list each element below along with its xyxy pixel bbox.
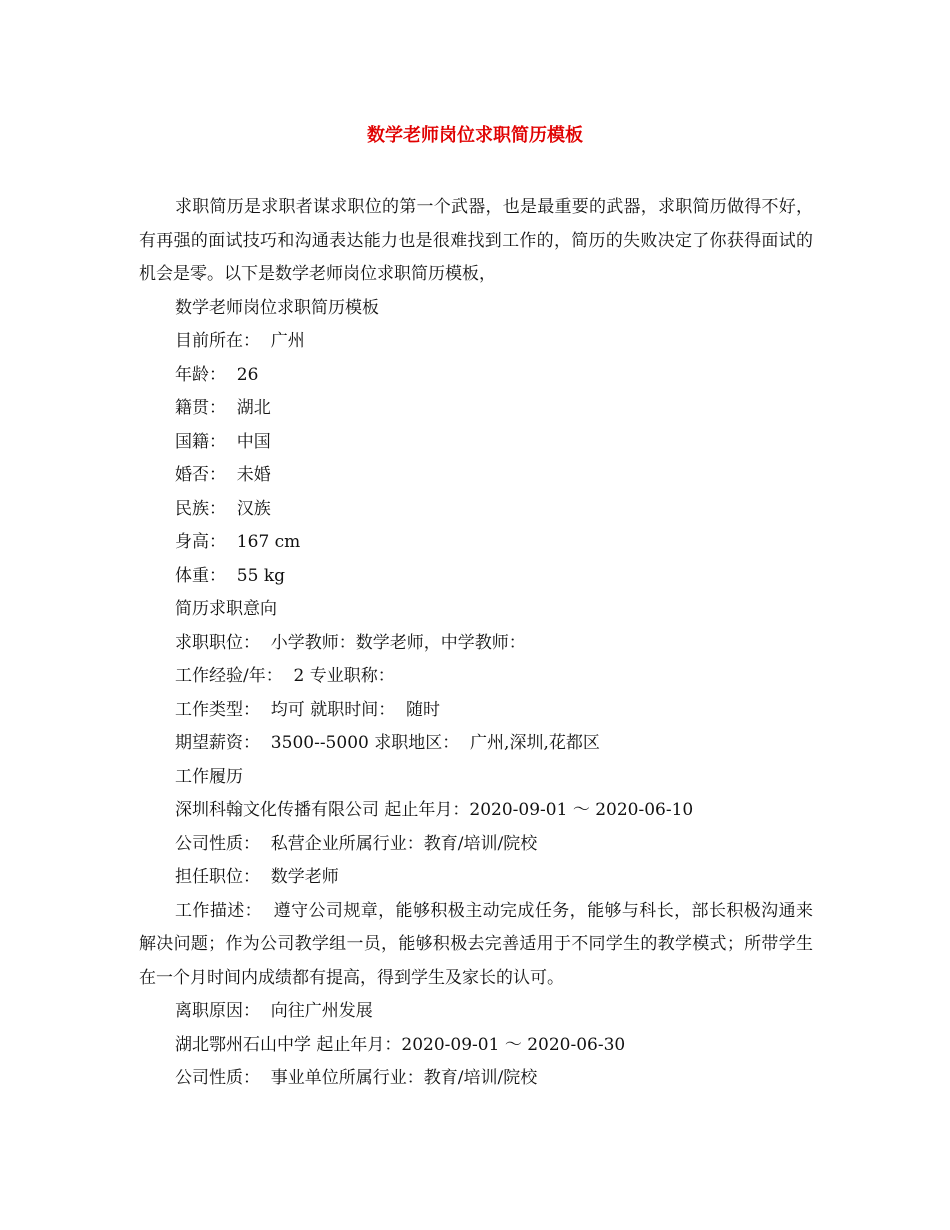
nationality-line: 国籍： 中国	[175, 431, 271, 452]
work-experience-line: 工作经验/年： 2 专业职称：	[175, 666, 395, 686]
document-body	[139, 191, 813, 1096]
document-title: 数学老师岗位求职简历模板	[367, 125, 583, 146]
weight-line: 体重： 55 kg	[175, 565, 286, 586]
height-line: 身高： 167 cm	[175, 532, 301, 552]
ethnicity-line: 民族： 汉族	[175, 498, 271, 519]
employer-2-nature-line: 公司性质： 事业单位所属行业：教育/培训/院校	[175, 1068, 538, 1088]
work-history-heading: 工作履历	[175, 766, 243, 787]
native-place-line: 籍贯： 湖北	[175, 398, 271, 418]
employer-2-line: 湖北鄂州石山中学 起止年月：2020-09-01 ～ 2020-06-30	[175, 1034, 626, 1055]
marital-status-line: 婚否： 未婚	[175, 465, 271, 485]
job-intention-heading: 简历求职意向	[175, 599, 277, 619]
employer-1-nature-line: 公司性质： 私营企业所属行业：教育/培训/院校	[175, 833, 538, 854]
age-line: 年龄： 26	[175, 364, 259, 385]
employer-1-position-line: 担任职位： 数学老师	[175, 867, 339, 887]
employer-1-leave-reason-line: 离职原因： 向往广州发展	[175, 1001, 373, 1021]
expected-salary-line: 期望薪资： 3500--5000 求职地区： 广州,深圳,花都区	[175, 733, 600, 753]
resume-heading: 数学老师岗位求职简历模板	[175, 297, 379, 318]
desired-position-line: 求职职位： 小学教师：数学老师，中学教师：	[175, 632, 526, 653]
intro-paragraph: 求职简历是求职者谋求职位的第一个武器，也是最重要的武器，求职简历做得不好，有再强的面试技巧和沟通表达能力也是很难找到工作的，简历的失败决定了你获得面试的机会是零。以下是数学老师岗位求职简历模板，	[139, 197, 813, 284]
employer-1-description: 工作描述： 遵守公司规章，能够积极主动完成任务，能够与科长，部长积极沟通来解决问题；作为公司教学组一员，能够积极去完善适用于不同学生的教学模式；所带学生在一个月时间内成绩都有提高，得到学生及家长的认可。	[139, 900, 813, 988]
work-type-line: 工作类型： 均可 就职时间： 随时	[175, 699, 441, 720]
employer-1-line: 深圳科翰文化传播有限公司 起止年月：2020-09-01 ～ 2020-06-10	[175, 800, 694, 820]
location-line: 目前所在： 广州	[175, 331, 305, 351]
